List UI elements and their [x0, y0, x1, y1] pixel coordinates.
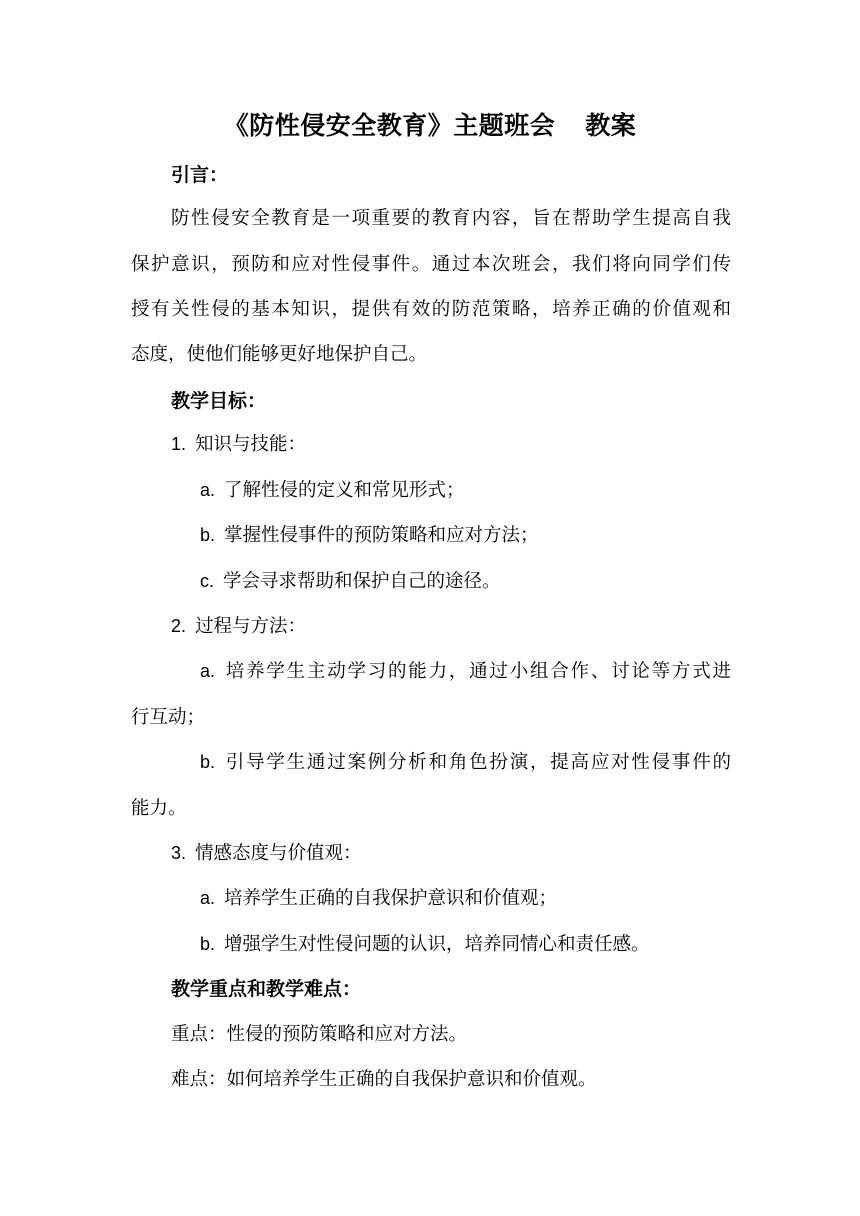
subitem-mark: a.: [200, 480, 216, 500]
objective-subitem: [200, 476, 465, 502]
subitem-mark: b.: [200, 525, 216, 545]
page-title: [0, 106, 860, 142]
subitem-mark: a.: [200, 888, 216, 908]
objective-label: 过程与方法：: [195, 616, 307, 637]
title-suffix: 教案: [585, 111, 637, 140]
title-main: 《防性侵安全教育》主题班会: [223, 111, 556, 140]
subitem-mark: b.: [200, 752, 216, 772]
intro-heading: 引言：: [171, 164, 229, 186]
subitem-mark: b.: [200, 934, 216, 954]
objective-subitem: [200, 567, 501, 593]
objective-subitem: [200, 930, 650, 956]
objective-item: [171, 430, 306, 456]
key-points-heading: 教学重点和教学难点：: [171, 978, 362, 1000]
objective-item: [171, 839, 362, 865]
subitem-text: 学会寻求帮助和保护自己的途径。: [223, 571, 501, 592]
subitem-continuation: 行互动；: [131, 707, 206, 728]
subitem-mark: a.: [200, 661, 216, 681]
key-point-focus: 重点：性侵的预防策略和应对方法。: [171, 1024, 468, 1045]
subitem-text: 培养学生主动学习的能力，通过小组合作、讨论等方式进: [224, 661, 731, 682]
intro-line: 防性侵安全教育是一项重要的教育内容，旨在帮助学生提高自我: [171, 208, 731, 229]
objective-number: 2.: [171, 616, 187, 636]
objective-subitem: [200, 748, 731, 774]
objective-number: 1.: [171, 434, 187, 454]
key-point-difficulty: 难点：如何培养学生正确的自我保护意识和价值观。: [171, 1069, 597, 1090]
subitem-text: 了解性侵的定义和常见形式；: [224, 480, 465, 501]
intro-line: 授有关性侵的基本知识，提供有效的防范策略，培养正确的价值观和: [131, 299, 731, 320]
subitem-text: 引导学生通过案例分析和角色扮演，提高应对性侵事件的: [224, 752, 731, 773]
subitem-continuation: 能力。: [131, 798, 187, 819]
intro-line: 保护意识，预防和应对性侵事件。通过本次班会，我们将向同学们传: [131, 254, 731, 275]
objective-item: [171, 612, 306, 638]
subitem-text: 增强学生对性侵问题的认识，培养同情心和责任感。: [224, 934, 650, 955]
objective-label: 情感态度与价值观：: [195, 843, 362, 864]
objective-subitem: [200, 657, 731, 683]
objectives-heading: 教学目标：: [171, 390, 267, 412]
subitem-mark: c.: [200, 571, 215, 591]
objective-subitem: [200, 884, 557, 910]
objective-number: 3.: [171, 843, 187, 863]
objective-subitem: [200, 521, 539, 547]
subitem-text: 掌握性侵事件的预防策略和应对方法；: [224, 525, 539, 546]
objective-label: 知识与技能：: [195, 434, 307, 455]
subitem-text: 培养学生正确的自我保护意识和价值观；: [224, 888, 558, 909]
intro-line: 态度，使他们能够更好地保护自己。: [131, 344, 428, 365]
